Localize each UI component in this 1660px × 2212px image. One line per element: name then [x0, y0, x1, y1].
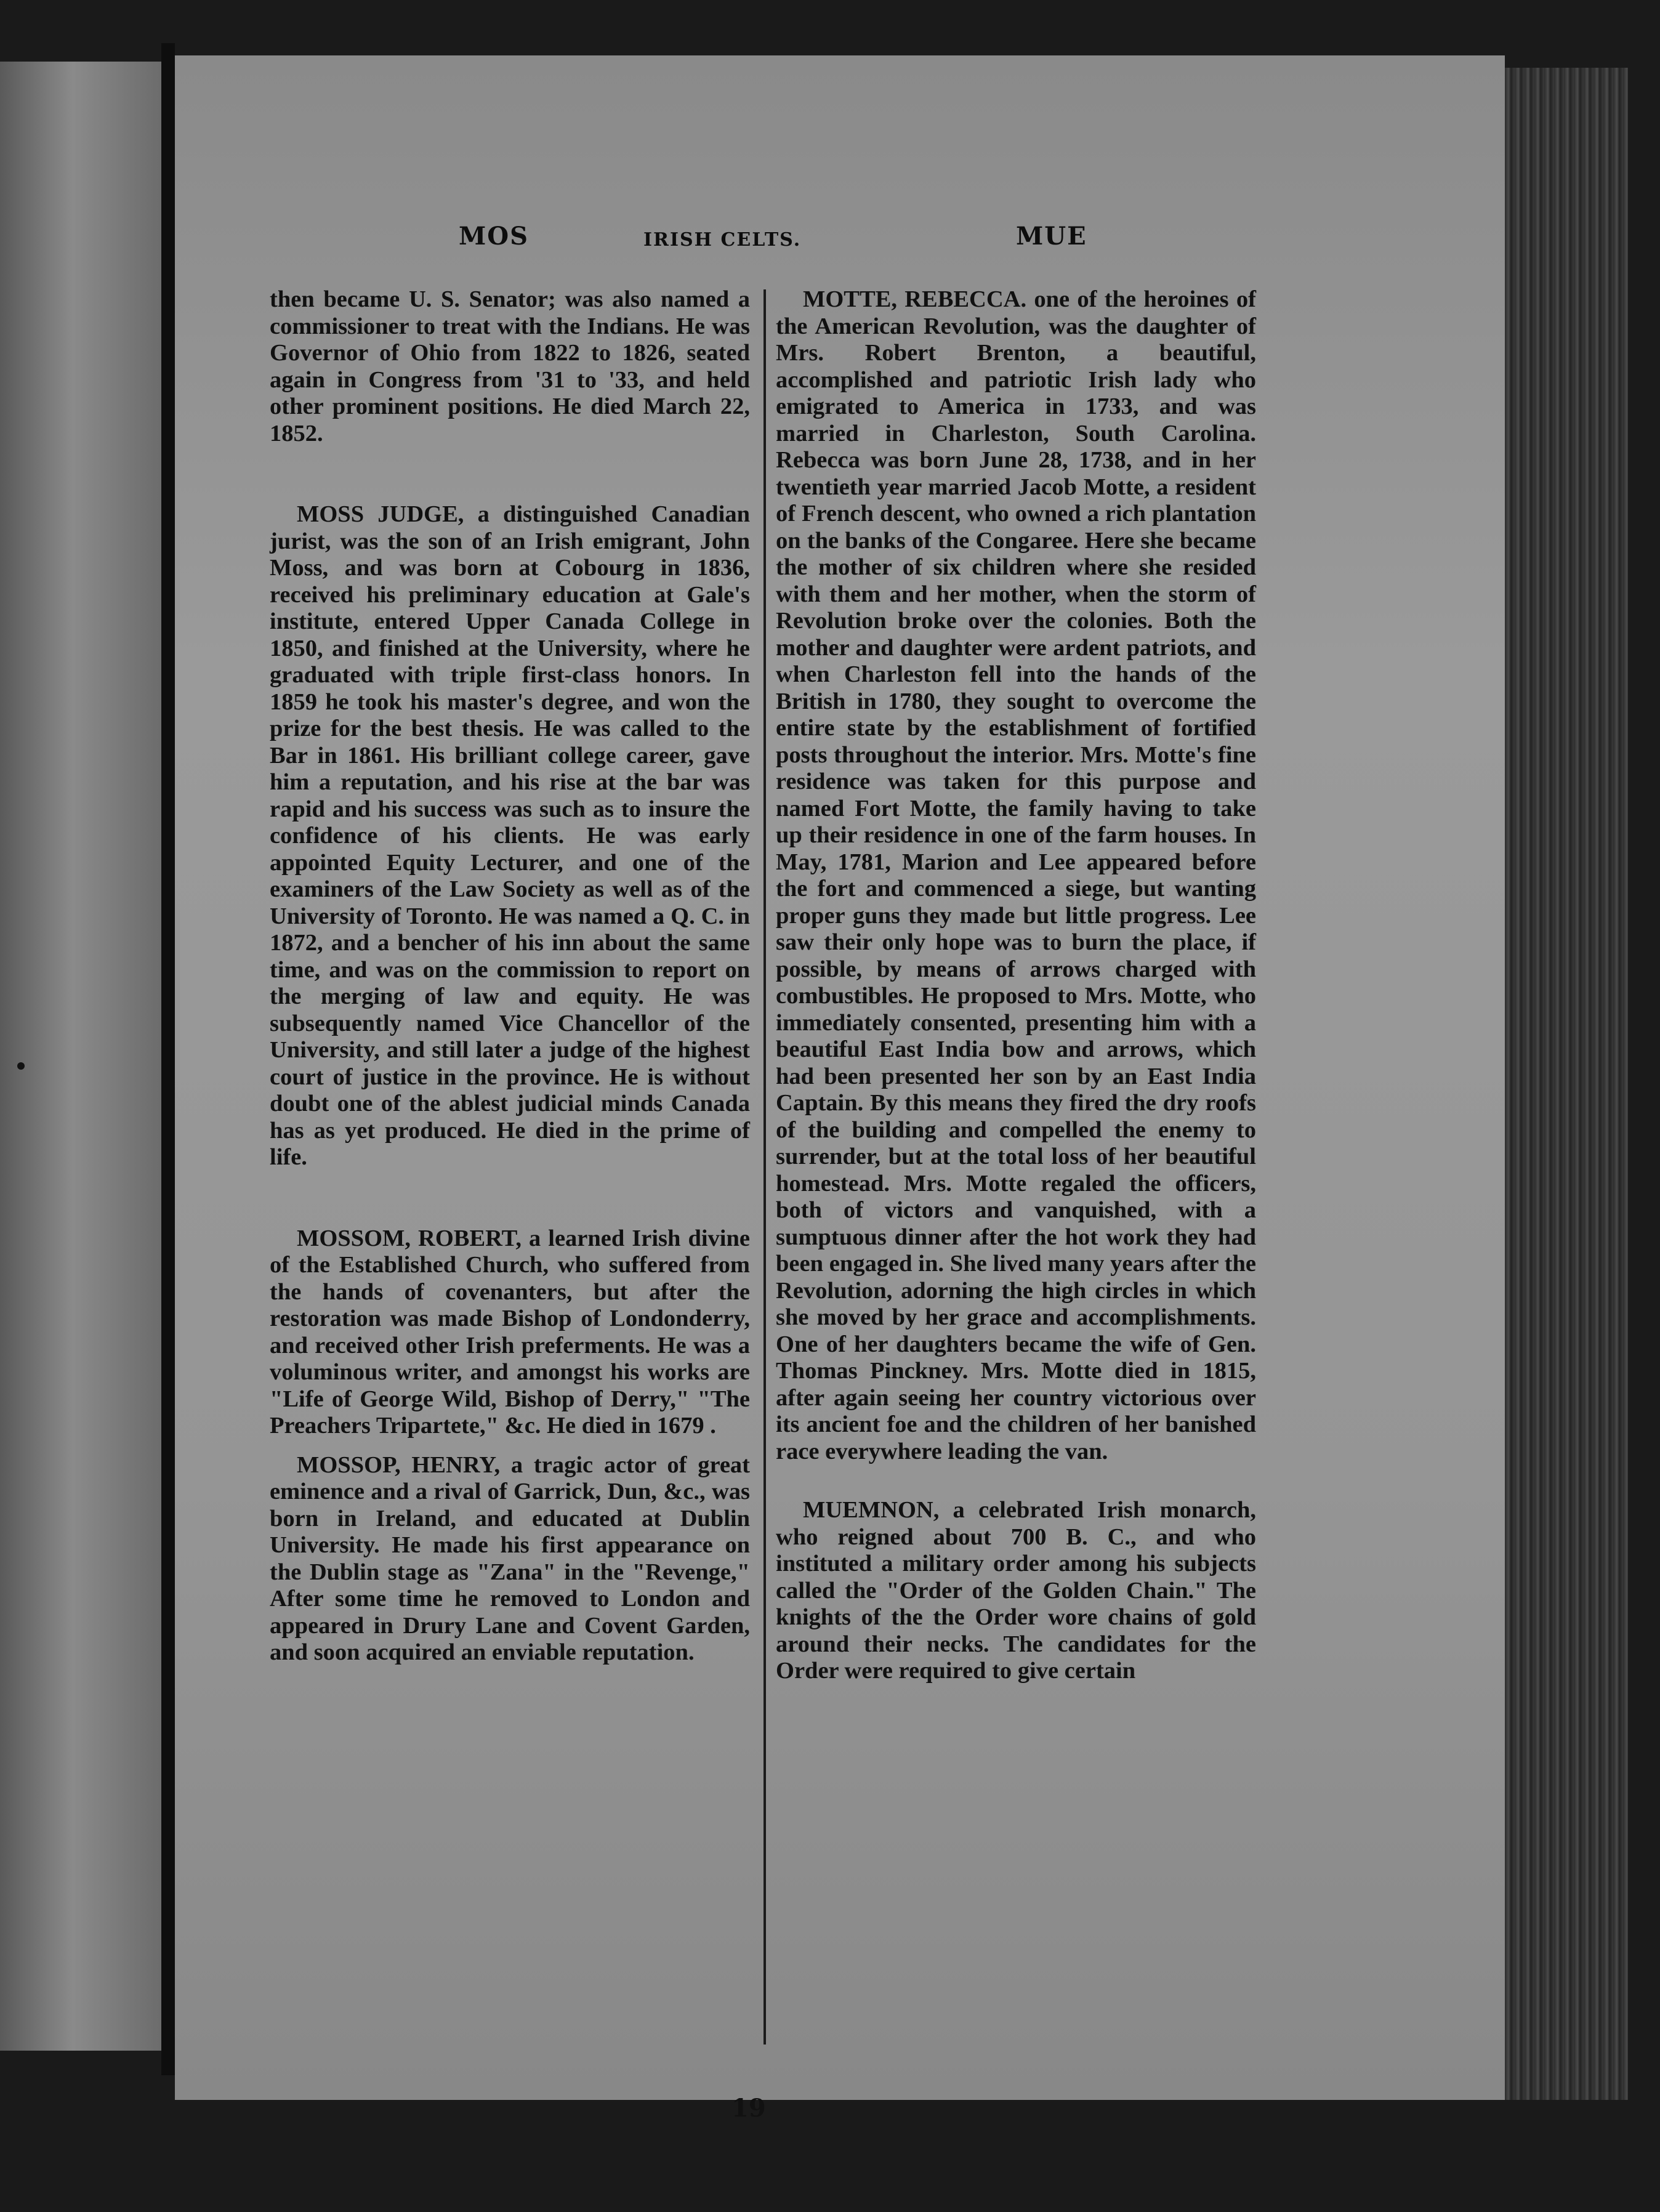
entry-moss-judge: MOSS JUDGE, a distinguished Canadian jurist, was the son of an Irish emigrant, John Moss, and was born at Cobourg in 1836, received his preliminary education at Gale's institute, entered Upper Canada College in 1850, and finished at the University, where he graduated with triple first-class honors. In 1859 he took his master's degree, and won the prize for the best thesis. He was called to the Bar in 1861. His brilliant college career, gave him a reputation, and his rise at the bar was rapid and his success was such as to insure the confidence of his clients. He was early appointed Equity Lecturer, and one of the examiners of the Law Society as well as of the University of Toronto. He was named a Q. C. in 1872, and a bencher of his inn about the same time, and was on the commission to report on the merging of law and equity. He was subsequently named Vice Chancellor of the University, and still later a judge of the highest court of justice in the province. He is without doubt one of the ablest judicial minds Canada has as yet produced. He died in the prime of life. — [270, 501, 750, 1170]
left-column — [270, 286, 750, 1666]
entry-muemnon: MUEMNON, a celebrated Irish monarch, who reigned about 700 B. C., and who instituted a military order among his subjects called the "Order of the Golden Chain." The knights of the the Order wore chains of gold around their necks. The candidates for the Order were required to give certain — [776, 1497, 1256, 1684]
running-head-center: IRISH CELTS. — [643, 229, 802, 251]
right-column — [776, 286, 1256, 1685]
entry-mossop-henry: MOSSOP, HENRY, a tragic actor of great eminence and a rival of Garrick, Dun, &c., was born in Ireland, and educated at Dublin University. He made his first appearance on the Dublin stage as "Zana" in the "Revenge," After some time he removed to London and appeared in Drury Lane and Covent Garden, and soon acquired an enviable reputation. — [270, 1451, 750, 1665]
entry-motte-rebecca: MOTTE, REBECCA. one of the heroines of the American Revolution, was the daughter of Mrs. Robert Brenton, a beautiful, accomplished and patriotic Irish lady who emigrated to America in 1733, and was married in Charleston, South Carolina. Rebecca was born June 28, 1738, and in her twentieth year married Jacob Motte, a resident of French descent, who owned a rich plantation on the banks of the Congaree. Here she became the mother of six children where she resided with them and her mother, when the storm of Revolution broke over the colonies. Both the mother and daughter were ardent patriots, and when Charleston fell into the hands of the British in 1780, they sought to overcome the entire state by the establishment of fortified posts throughout the interior. Mrs. Motte's fine residence was taken for this purpose and named Fort Motte, the family having to take up their residence in one of the farm houses. In May, 1781, Marion and Lee appeared before the fort and commenced a siege, but wanting proper guns they made but little progress. Lee saw their only hope was to burn the place, if possible, by means of arrows charged with combustibles. He proposed to Mrs. Motte, who immediately consented, presenting him with a beautiful East India bow and arrows, which had been presented her son by an East India Captain. By this means they fired the dry roofs of the building and compelled the enemy to surrender, but at the total loss of her beautiful homestead. Mrs. Motte regaled the officers, both of victors and vanquished, with a sumptuous dinner after the hot work they had been engaged in. She lived many years after the Revolution, adorning the high circles in which she moved by her grace and accomplishments. One of her daughters became the wife of Gen. Thomas Pinckney. Mrs. Motte died in 1815, after again seeing her country victorious over its ancient foe and the children of her banished race everywhere leading the van. — [776, 286, 1256, 1464]
entry-continuation: then became U. S. Senator; was also named a commissioner to treat with the Indians. He was Governor of Ohio from 1822 to 1826, seated again in Congress from '31 to '33, and held other prominent positions. He died March 22, 1852. — [270, 286, 750, 446]
running-head-left: MOS — [459, 222, 530, 251]
entry-mossom-robert: MOSSOM, ROBERT, a learned Irish divine of the Established Church, who suffered from the hands of covenanters, but after the restoration was made Bishop of Londonderry, and received other Irish preferments. He was a voluminous writer, and amongst his works are "Life of George Wild, Bishop of Derry," "The Preachers Tripartete," &c. He died in 1679 . — [270, 1225, 750, 1439]
book-gutter — [161, 43, 175, 2075]
page-number: 19 — [731, 2094, 766, 2123]
running-head-right: MUE — [1016, 222, 1087, 251]
facing-page-edge — [0, 62, 161, 2051]
column-rule — [764, 289, 766, 2044]
page-stack-edges — [1505, 68, 1628, 2100]
ink-speck — [17, 1062, 25, 1070]
